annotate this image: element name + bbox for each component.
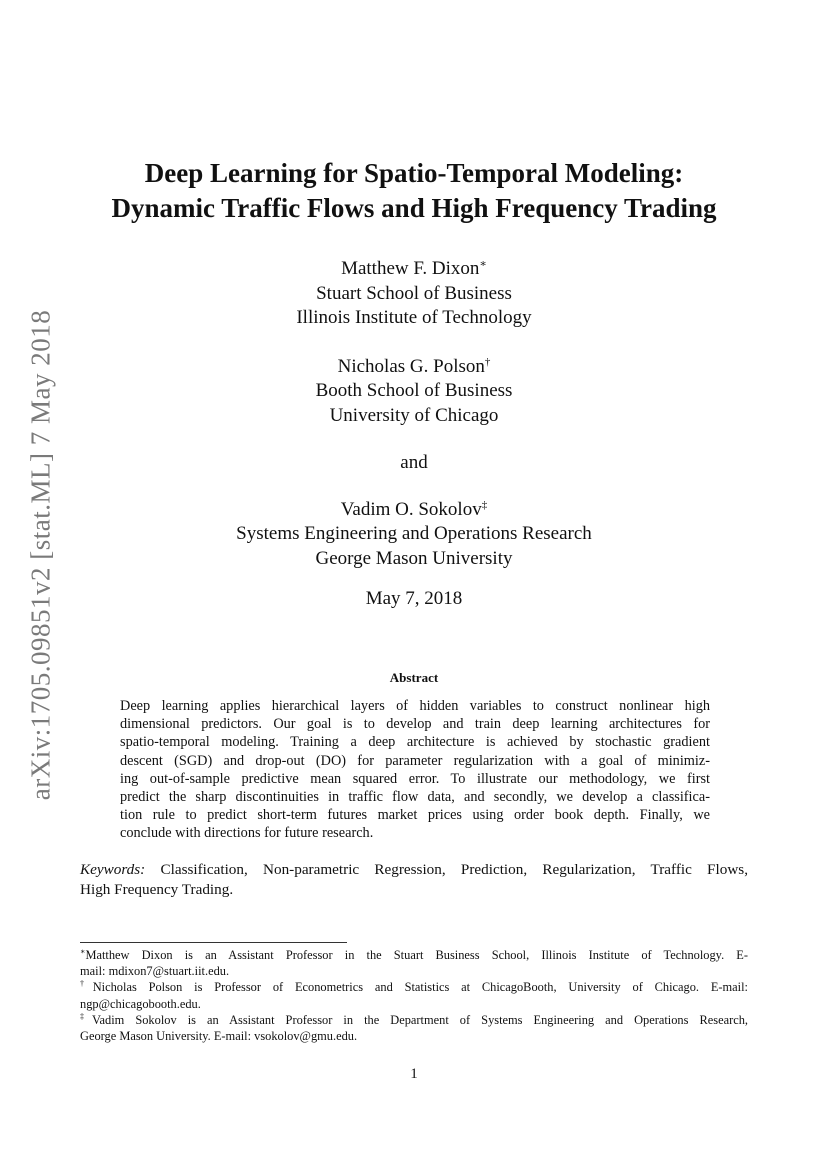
author-affiliation: Systems Engineering and Operations Research <box>236 523 592 544</box>
footnote-mark[interactable]: ∗ <box>479 258 487 270</box>
footnote-mark: ‡ <box>80 1011 92 1021</box>
footnote-mark: † <box>80 979 93 989</box>
footnote-text: Matthew Dixon is an Assistant Professor in the Stuart Business School, Illinois Institute of Technology. E- <box>85 948 748 962</box>
abstract-line: descent (SGD) and drop-out (DO) for parameter regularization with a goal of minimiz- <box>120 752 710 769</box>
author-affiliation: Booth School of Business <box>315 380 513 401</box>
footnote-mark[interactable]: † <box>484 355 491 368</box>
author-name: Matthew F. Dixon <box>341 258 480 279</box>
author-institution: Illinois Institute of Technology <box>296 307 532 328</box>
author-dixon <box>80 257 748 331</box>
author-list <box>80 257 748 612</box>
keywords-label: Keywords: <box>80 861 146 878</box>
footnote-text-cont[interactable]: mail: mdixon7@stuart.iit.edu. <box>80 964 230 979</box>
paper-date: May 7, 2018 <box>365 588 463 609</box>
author-affiliation: Stuart School of Business <box>316 282 512 304</box>
author-polson <box>80 355 748 429</box>
arxiv-stamp: arXiv:1705.09851v2 [stat.ML] 7 May 2018 <box>25 309 56 801</box>
footnote-divider <box>80 942 347 943</box>
footnote-text: Vadim Sokolov is an Assistant Professor in the Department of Systems Engineering and Operations Research, <box>91 1012 748 1027</box>
abstract-heading: Abstract <box>389 670 439 685</box>
paper-title <box>80 156 748 226</box>
abstract-line: conclude with directions for future research. <box>120 825 374 842</box>
author-name: Nicholas G. Polson <box>337 355 485 377</box>
abstract-line: dimensional predictors. Our goal is to develop and train deep learning architectures for <box>120 716 710 733</box>
title-line-1: Deep Learning for Spatio-Temporal Modeling: <box>144 158 684 188</box>
abstract-line: tion rule to predict short-term futures market prices using order book depth. Finally, we <box>120 807 710 824</box>
title-line-2: Dynamic Traffic Flows and High Frequency Trading <box>111 193 717 223</box>
keywords-text: Classification, Non-parametric Regression, Prediction, Regularization, Traffic Flows, <box>145 861 748 878</box>
page-number: 1 <box>410 1066 418 1082</box>
abstract-body <box>120 697 710 843</box>
author-institution: George Mason University <box>315 547 513 569</box>
abstract-line: Deep learning applies hierarchical layers of hidden variables to construct nonlinear high <box>120 698 710 714</box>
author-name: Vadim O. Sokolov <box>340 498 482 520</box>
abstract-line: spatio-temporal modeling. Training a deep architecture is achieved by stochastic gradient <box>120 734 710 751</box>
footnotes <box>80 947 748 1044</box>
footnote-mark[interactable]: ‡ <box>481 498 488 511</box>
footnote-mark: ∗ <box>80 947 86 956</box>
author-institution: University of Chicago <box>329 404 499 426</box>
footnote-text-cont[interactable]: ngp@chicagobooth.edu. <box>80 996 201 1011</box>
abstract-line: ing out-of-sample predictive mean squared error. To illustrate our methodology, we first <box>120 770 710 787</box>
abstract-line: predict the sharp discontinuities in traffic flow data, and secondly, we develop a classifica- <box>120 789 710 806</box>
footnote-text: Nicholas Polson is Professor of Econometrics and Statistics at ChicagoBooth, University of Chicago. E-mail: <box>92 980 749 995</box>
keywords-text-cont: High Frequency Trading. <box>80 881 234 898</box>
footnote-text-cont[interactable]: George Mason University. E-mail: vsokolov@gmu.edu. <box>80 1029 358 1044</box>
author-conjunction: and <box>400 452 428 473</box>
keywords <box>80 860 748 900</box>
author-sokolov <box>80 498 748 572</box>
